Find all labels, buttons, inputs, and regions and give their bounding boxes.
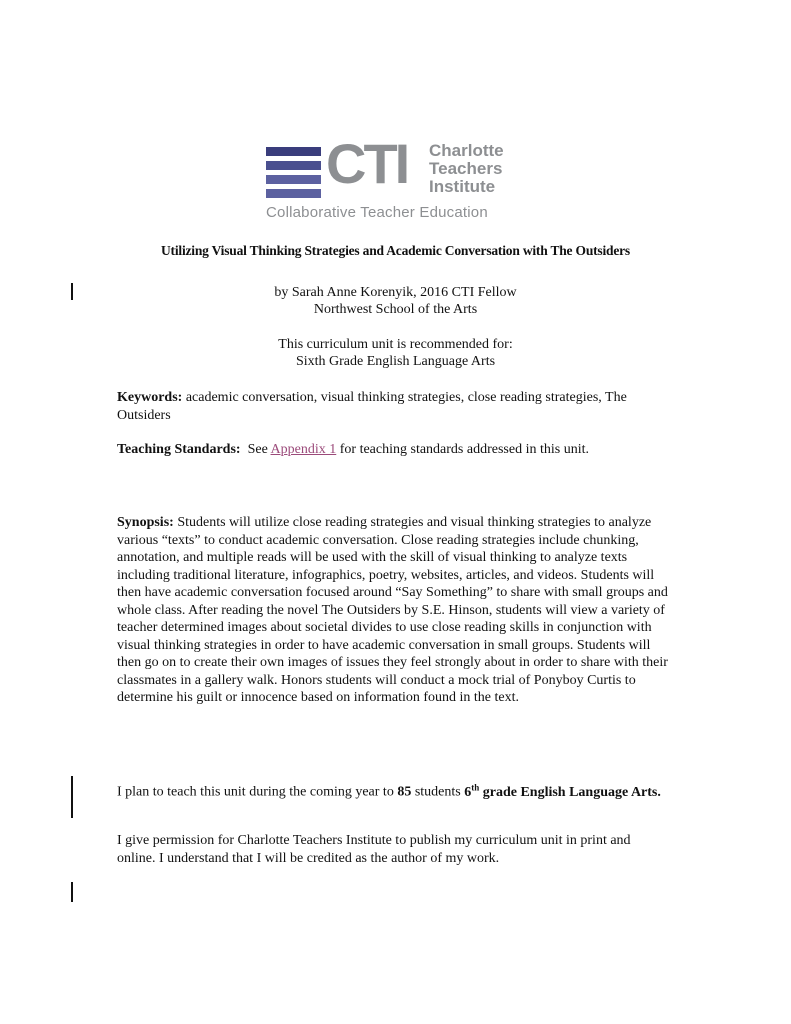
standards-label: Teaching Standards: <box>117 442 241 457</box>
recommended-for: Sixth Grade English Language Arts <box>295 354 496 369</box>
keywords-paragraph <box>117 389 672 424</box>
keywords-label: Keywords: <box>117 390 183 405</box>
school-name: Northwest School of the Arts <box>313 302 478 317</box>
change-bar <box>71 882 73 902</box>
synopsis-label: Synopsis: <box>117 515 174 530</box>
synopsis-paragraph <box>117 514 672 707</box>
author-line: by Sarah Anne Korenyik, 2016 CTI Fellow <box>274 285 517 300</box>
cti-logo <box>266 132 526 222</box>
keywords-text: academic conversation, visual thinking strategies, close reading strategies, The Outsiders <box>117 390 627 423</box>
plan-paragraph: I plan to teach this unit during the coming year to 85 students 6th grade English Language Arts. <box>117 782 661 800</box>
logo-tagline: Collaborative Teacher Education <box>266 204 488 221</box>
synopsis-text: Students will utilize close reading strategies and visual thinking strategies to analyze various “texts” to conduct academic conversation. Close reading strategies include chunking, annotation, and multiple reads will be used with the skill of visual thinking to analyze texts including traditional literature, infographics, poetry, websites, articles, and videos. Students will then have academic conversation focused around “Say Something” to share with small groups and whole class. After reading the novel The Outsiders by S.E. Hinson, students will view a variety of teacher determined images about societal divides to use close reading skills in conjunction with visual thinking strategies in order to have academic conversation in small groups. Students will then go on to create their own images of issues they feel strongly about in order to share with their classmates in a gallery walk. Honors students will conduct a mock trial of Ponyboy Curtis to determine his guilt or innocence based on information found in the text. <box>117 515 668 705</box>
document-title: Utilizing Visual Thinking Strategies and Academic Conversation with The Outsiders <box>161 243 630 258</box>
permission-paragraph: I give permission for Charlotte Teachers Institute to publish my curriculum unit in print and online. I understand that I will be credited as the author of my work. <box>117 833 631 866</box>
recommended-intro: This curriculum unit is recommended for: <box>278 337 513 352</box>
student-count: 85 <box>397 784 412 800</box>
change-bar <box>71 776 73 818</box>
appendix-link[interactable]: Appendix 1 <box>270 442 337 457</box>
grade-level: 6th grade English Language Arts. <box>464 782 661 800</box>
logo-org-name: Charlotte Teachers Institute <box>429 141 504 196</box>
logo-mark: CTI <box>326 132 408 195</box>
teaching-standards-paragraph: Teaching Standards: See Appendix 1 for teaching standards addressed in this unit. <box>117 442 589 457</box>
logo-bars <box>266 147 321 203</box>
